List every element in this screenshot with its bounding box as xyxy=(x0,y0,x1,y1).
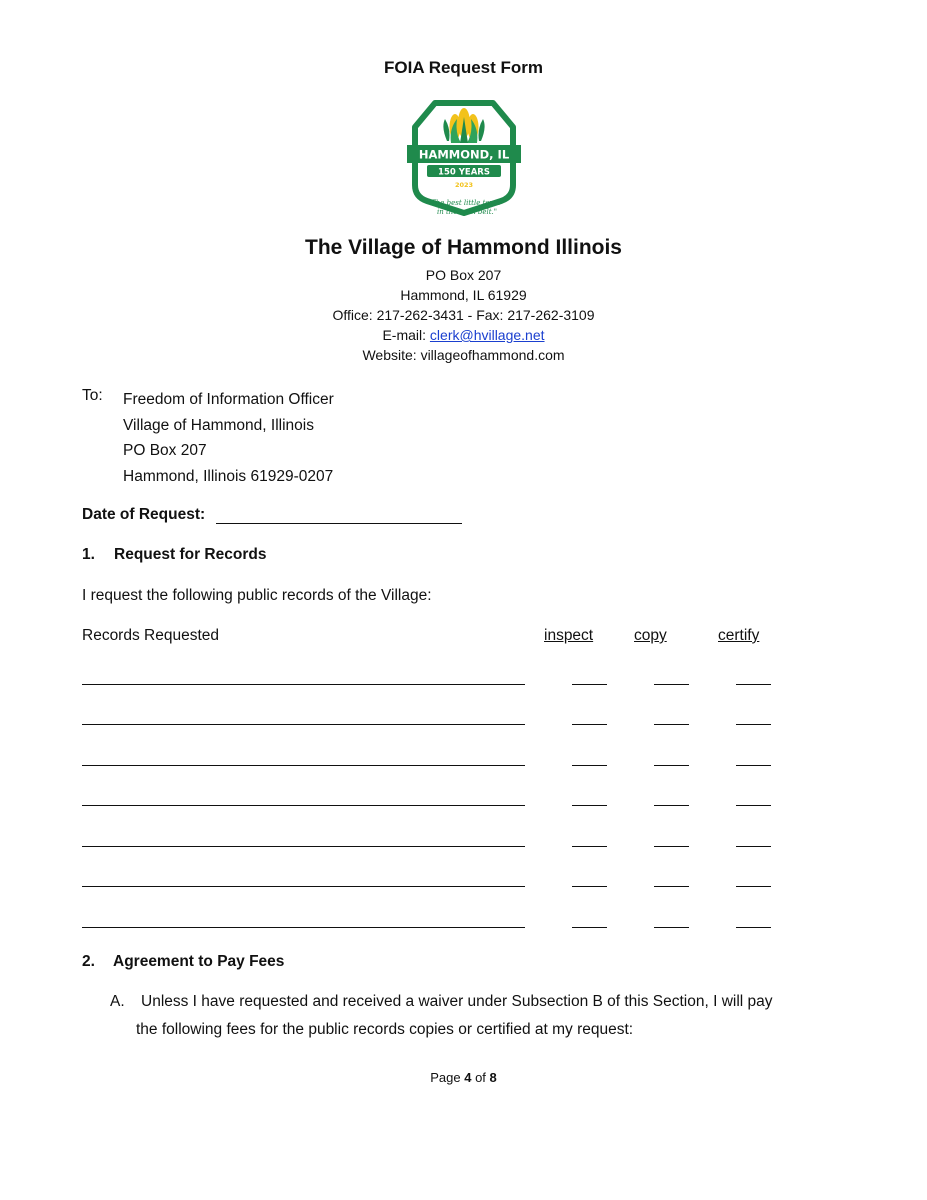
record-field[interactable] xyxy=(82,724,525,725)
page-number xyxy=(0,1070,927,1085)
copy-field[interactable] xyxy=(654,684,689,685)
recipient-line: Freedom of Information Officer xyxy=(123,391,334,408)
inspect-field[interactable] xyxy=(572,886,607,887)
recipient-line: PO Box 207 xyxy=(123,442,207,459)
record-field[interactable] xyxy=(82,886,525,887)
certify-field[interactable] xyxy=(736,765,771,766)
email-line xyxy=(0,325,927,345)
col-copy: copy xyxy=(634,627,667,644)
phone-fax: Office: 217-262-3431 - Fax: 217-262-3109 xyxy=(332,307,595,323)
copy-field[interactable] xyxy=(654,846,689,847)
inspect-field[interactable] xyxy=(572,846,607,847)
total-pages: 8 xyxy=(489,1070,497,1085)
copy-field[interactable] xyxy=(654,805,689,806)
item-a-line1: Unless I have requested and received a waiver under Subsection B of this Section, I will pay xyxy=(141,993,773,1010)
section2-number: 2. xyxy=(82,953,95,970)
po-box: PO Box 207 xyxy=(425,267,502,283)
record-field[interactable] xyxy=(82,927,525,928)
col-records-requested: Records Requested xyxy=(82,627,219,644)
section1-intro: I request the following public records of the Village: xyxy=(82,587,432,604)
record-field[interactable] xyxy=(82,805,525,806)
item-a-label: A. xyxy=(110,993,125,1010)
inspect-field[interactable] xyxy=(572,805,607,806)
logo-name-text: HAMMOND, IL xyxy=(418,147,510,162)
date-of-request-field[interactable] xyxy=(216,523,462,524)
record-field[interactable] xyxy=(82,684,525,685)
website-line: Website: villageofhammond.com xyxy=(362,347,565,363)
section2-title: Agreement to Pay Fees xyxy=(113,953,285,970)
village-logo xyxy=(405,97,523,221)
inspect-field[interactable] xyxy=(572,765,607,766)
email-label: E-mail: xyxy=(382,327,427,343)
hammond-150-years-logo xyxy=(405,97,523,221)
col-inspect: inspect xyxy=(544,627,594,644)
certify-field[interactable] xyxy=(736,886,771,887)
address-block xyxy=(0,265,927,365)
item-a-line2: the following fees for the public records copies or certified at my request: xyxy=(136,1021,634,1038)
form-title: FOIA Request Form xyxy=(384,58,543,77)
certify-field[interactable] xyxy=(736,724,771,725)
record-field[interactable] xyxy=(82,765,525,766)
certify-field[interactable] xyxy=(736,927,771,928)
page-word: Page xyxy=(430,1070,461,1085)
recipient-line: Hammond, Illinois 61929-0207 xyxy=(123,467,334,485)
logo-years-text: 150 YEARS xyxy=(438,167,490,178)
logo-slogan-line1: "The best little town xyxy=(427,199,501,207)
current-page: 4 xyxy=(464,1070,472,1085)
copy-field[interactable] xyxy=(654,886,689,887)
copy-field[interactable] xyxy=(654,724,689,725)
record-field[interactable] xyxy=(82,846,525,847)
to-label: To: xyxy=(82,387,103,404)
org-name: The Village of Hammond Illinois xyxy=(305,236,622,259)
copy-field[interactable] xyxy=(654,927,689,928)
inspect-field[interactable] xyxy=(572,684,607,685)
logo-year-text: 2023 xyxy=(454,181,474,189)
city-state-zip: Hammond, IL 61929 xyxy=(400,287,527,303)
inspect-field[interactable] xyxy=(572,724,607,725)
logo-slogan-line2: in the corn belt." xyxy=(437,208,497,216)
certify-field[interactable] xyxy=(736,846,771,847)
section1-number: 1. xyxy=(82,546,95,563)
date-of-request-label: Date of Request: xyxy=(82,506,206,523)
recipient-address xyxy=(123,387,334,489)
certify-field[interactable] xyxy=(736,805,771,806)
section1-title: Request for Records xyxy=(114,546,267,563)
copy-field[interactable] xyxy=(654,765,689,766)
email-link[interactable]: clerk@hvillage.net xyxy=(429,327,545,343)
recipient-line: Village of Hammond, Illinois xyxy=(123,416,314,434)
col-certify: certify xyxy=(718,627,760,644)
inspect-field[interactable] xyxy=(572,927,607,928)
of-word: of xyxy=(475,1070,486,1085)
certify-field[interactable] xyxy=(736,684,771,685)
